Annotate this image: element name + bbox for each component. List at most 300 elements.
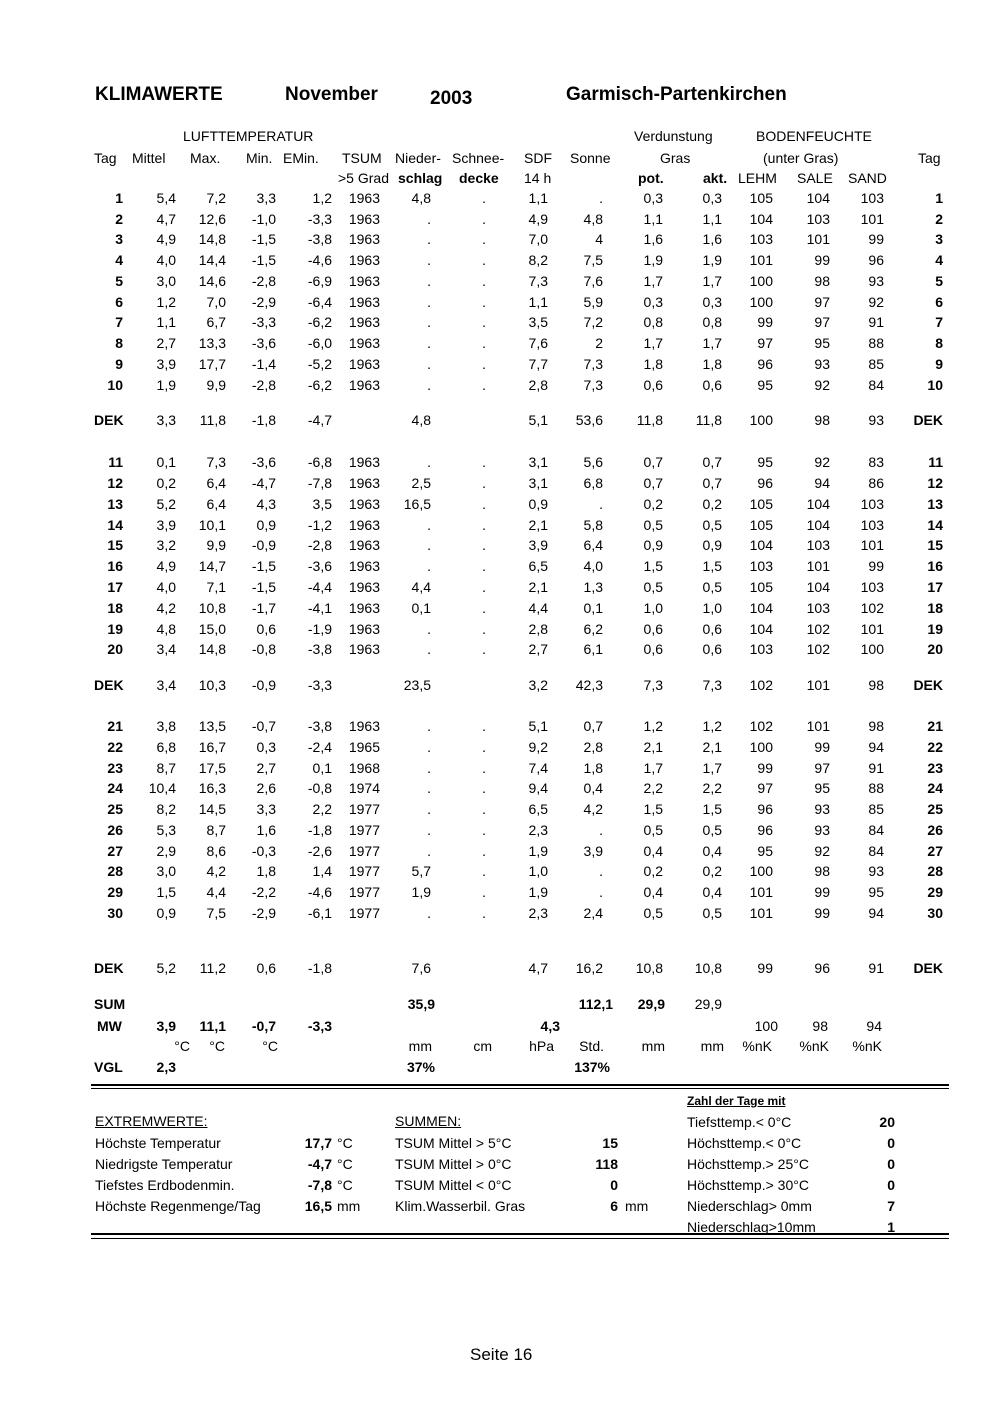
cell-tsum: 1963: [348, 211, 380, 227]
cell-tag-right: 19: [927, 621, 943, 637]
header-grad: >5 Grad: [338, 170, 389, 186]
cell-pot: 0,6: [643, 377, 663, 393]
cell-tsum: 1963: [348, 641, 380, 657]
cell-tsum: 1963: [348, 356, 380, 372]
cell-sonne: 5,9: [583, 294, 603, 310]
cell-tag: 11: [108, 454, 123, 470]
cell-schnee: .: [482, 621, 486, 637]
tage-value: 0: [887, 1135, 895, 1151]
cell-sonne: 0,4: [583, 780, 603, 796]
cell-sdf: 3,2: [528, 677, 548, 693]
cell-sale: 104: [806, 579, 830, 595]
cell-sonne: 0,7: [583, 718, 603, 734]
cell-sdf: 0,9: [528, 496, 548, 512]
cell-tsum: 1965: [348, 739, 380, 755]
summen-unit: mm: [625, 1198, 649, 1214]
sum-akt: 29,9: [694, 996, 722, 1012]
cell-pot: 0,9: [643, 537, 663, 553]
cell-sdf: 3,1: [528, 454, 548, 470]
cell-sonne: .: [599, 190, 603, 206]
summen-label: TSUM Mittel < 0°C: [395, 1177, 512, 1193]
cell-tsum: 1963: [348, 496, 380, 512]
cell-tsum: 1974: [348, 780, 380, 796]
cell-mittel: 4,2: [156, 600, 176, 616]
cell-pot: 1,5: [643, 558, 663, 574]
cell-schnee: .: [482, 884, 486, 900]
cell-tag: 20: [107, 641, 123, 657]
header-tsum: TSUM: [342, 150, 382, 166]
cell-sand: 93: [868, 863, 884, 879]
cell-sand: 84: [868, 377, 884, 393]
cell-mittel: 10,4: [148, 780, 176, 796]
cell-mittel: 0,2: [156, 475, 176, 491]
cell-mittel: 0,9: [156, 905, 176, 921]
cell-emin: -1,8: [307, 960, 332, 976]
cell-nieder: .: [427, 335, 431, 351]
cell-pot: 1,6: [643, 231, 663, 247]
cell-tag: 19: [107, 621, 123, 637]
cell-sdf: 3,1: [528, 475, 548, 491]
cell-emin: -5,2: [307, 356, 332, 372]
cell-emin: -6,1: [307, 905, 332, 921]
cell-sand: 83: [868, 454, 884, 470]
cell-tsum: 1963: [348, 537, 380, 553]
cell-sale: 92: [814, 454, 830, 470]
cell-emin: -6,2: [307, 314, 332, 330]
sum-sonne: 112,1: [578, 996, 613, 1012]
cell-emin: -2,4: [307, 739, 332, 755]
cell-emin: -3,8: [307, 641, 332, 657]
cell-lehm: 105: [749, 190, 773, 206]
cell-sdf: 4,4: [528, 600, 548, 616]
cell-max: 14,5: [198, 801, 226, 817]
cell-sand: 91: [868, 760, 884, 776]
cell-emin: -3,3: [307, 677, 332, 693]
cell-sonne: .: [599, 496, 603, 512]
cell-max: 12,6: [198, 211, 226, 227]
cell-emin: -3,8: [307, 718, 332, 734]
cell-tag-right: 25: [927, 801, 943, 817]
cell-akt: 0,2: [702, 863, 722, 879]
cell-min: 0,9: [256, 517, 276, 533]
cell-emin: -3,3: [307, 211, 332, 227]
header-max: Max.: [190, 150, 221, 166]
cell-tag: 18: [107, 600, 123, 616]
cell-min: -1,4: [251, 356, 276, 372]
cell-schnee: .: [482, 760, 486, 776]
cell-max: 4,4: [206, 884, 226, 900]
cell-lehm: 102: [749, 677, 773, 693]
cell-sale: 101: [806, 718, 830, 734]
cell-lehm: 101: [749, 884, 773, 900]
cell-pot: 1,0: [643, 600, 663, 616]
mw-sale: 98: [812, 1018, 828, 1034]
cell-pot: 10,8: [635, 960, 663, 976]
header-sale: SALE: [797, 170, 833, 186]
cell-sale: 103: [806, 537, 830, 553]
cell-tag-right: 29: [927, 884, 943, 900]
cell-sdf: 6,5: [528, 558, 548, 574]
cell-sand: 103: [860, 496, 884, 512]
unit-label: mm: [700, 1038, 724, 1054]
cell-akt: 0,3: [702, 190, 722, 206]
mw-sdf: 4,3: [540, 1018, 560, 1034]
cell-akt: 0,5: [702, 579, 722, 595]
cell-pot: 0,6: [643, 621, 663, 637]
cell-nieder: .: [427, 822, 431, 838]
cell-emin: -1,8: [307, 822, 332, 838]
summen-label: TSUM Mittel > 0°C: [395, 1156, 512, 1172]
header-pot: pot.: [638, 170, 664, 186]
cell-tsum: 1977: [348, 884, 380, 900]
cell-lehm: 100: [749, 863, 773, 879]
cell-pot: 11,8: [636, 412, 663, 428]
cell-max: 7,1: [206, 579, 226, 595]
cell-sand: 103: [860, 517, 884, 533]
cell-pot: 1,2: [643, 718, 663, 734]
cell-sdf: 4,7: [528, 960, 548, 976]
cell-tag: 14: [107, 517, 123, 533]
cell-sale: 101: [806, 231, 830, 247]
header-min: Min.: [246, 150, 273, 166]
cell-min: -2,9: [251, 905, 276, 921]
tage-label: Niederschlag> 0mm: [687, 1198, 812, 1214]
cell-max: 6,4: [206, 496, 226, 512]
cell-lehm: 104: [749, 537, 773, 553]
cell-tag-right: 12: [927, 475, 943, 491]
cell-tsum: 1963: [348, 621, 380, 637]
cell-tag-right: 6: [935, 294, 943, 310]
cell-sale: 92: [814, 377, 830, 393]
cell-emin: -6,8: [307, 454, 332, 470]
cell-min: -2,8: [251, 273, 276, 289]
unit-label: mm: [641, 1038, 665, 1054]
cell-sale: 93: [814, 801, 830, 817]
cell-sonne: .: [599, 822, 603, 838]
cell-pot: 0,8: [643, 314, 663, 330]
cell-tag: 9: [115, 356, 123, 372]
extrem-unit: mm: [337, 1198, 361, 1214]
cell-emin: 3,5: [312, 496, 332, 512]
cell-mittel: 1,1: [156, 314, 176, 330]
cell-max: 13,5: [198, 718, 226, 734]
divider-bottom-thin: [91, 1238, 949, 1239]
mw-label: MW: [97, 1018, 122, 1034]
cell-tsum: 1963: [348, 294, 380, 310]
cell-schnee: .: [482, 600, 486, 616]
cell-mittel: 4,0: [156, 252, 176, 268]
cell-nieder: .: [427, 252, 431, 268]
cell-schnee: .: [482, 294, 486, 310]
cell-max: 10,8: [198, 600, 226, 616]
cell-sdf: 5,1: [528, 412, 548, 428]
cell-schnee: .: [482, 718, 486, 734]
summen-value: 0: [610, 1177, 618, 1193]
cell-lehm: 103: [749, 641, 773, 657]
cell-lehm: 103: [749, 558, 773, 574]
extremwerte-title: EXTREMWERTE:: [95, 1113, 208, 1129]
cell-sonne: 3,9: [583, 843, 603, 859]
cell-tag: 15: [107, 537, 123, 553]
cell-pot: 0,7: [643, 475, 663, 491]
cell-emin: -3,6: [307, 558, 332, 574]
mw-emin: -3,3: [307, 1018, 332, 1034]
cell-pot: 1,7: [643, 760, 663, 776]
header-nieder: Nieder-: [395, 150, 441, 166]
cell-pot: 1,7: [643, 273, 663, 289]
cell-sand: 92: [868, 294, 884, 310]
tage-value: 7: [887, 1198, 895, 1214]
cell-min: -1,5: [251, 558, 276, 574]
cell-mittel: 8,7: [156, 760, 176, 776]
cell-nieder: 23,5: [403, 677, 431, 693]
cell-mittel: 3,9: [156, 517, 176, 533]
cell-tag: 23: [107, 760, 123, 776]
cell-max: 10,1: [198, 517, 226, 533]
cell-sonne: 2,8: [583, 739, 603, 755]
extrem-label: Höchste Regenmenge/Tag: [95, 1198, 261, 1214]
cell-mittel: 1,9: [156, 377, 176, 393]
cell-sonne: 53,6: [575, 412, 603, 428]
extrem-value: 17,7: [304, 1135, 332, 1151]
cell-sale: 102: [806, 641, 830, 657]
cell-min: -1,0: [251, 211, 276, 227]
cell-min: 0,3: [256, 739, 276, 755]
cell-nieder: .: [427, 621, 431, 637]
cell-nieder: .: [427, 780, 431, 796]
cell-min: 0,6: [256, 621, 276, 637]
tage-value: 1: [887, 1219, 895, 1235]
cell-min: 0,6: [256, 960, 276, 976]
summen-label: Klim.Wasserbil. Gras: [395, 1198, 526, 1214]
header-sand: SAND: [848, 170, 887, 186]
cell-sonne: .: [599, 884, 603, 900]
cell-sdf: 6,5: [528, 801, 548, 817]
extrem-label: Höchste Temperatur: [95, 1135, 221, 1151]
cell-schnee: .: [482, 454, 486, 470]
cell-schnee: .: [482, 537, 486, 553]
cell-schnee: .: [482, 780, 486, 796]
cell-tsum: 1963: [348, 252, 380, 268]
cell-max: 17,5: [198, 760, 226, 776]
cell-nieder: .: [427, 454, 431, 470]
cell-nieder: 7,6: [411, 960, 431, 976]
cell-sand: 86: [868, 475, 884, 491]
cell-sale: 102: [806, 621, 830, 637]
cell-emin: -6,9: [307, 273, 332, 289]
cell-tag: 1: [115, 190, 123, 206]
cell-lehm: 95: [757, 377, 773, 393]
cell-sdf: 7,7: [528, 356, 548, 372]
unit-label: °C: [174, 1038, 190, 1054]
cell-sand: 93: [868, 273, 884, 289]
cell-tag-right: 4: [935, 252, 943, 268]
cell-sonne: 1,8: [583, 760, 603, 776]
cell-sand: 85: [868, 801, 884, 817]
cell-schnee: .: [482, 190, 486, 206]
cell-mittel: 1,5: [156, 884, 176, 900]
cell-sdf: 1,9: [528, 884, 548, 900]
cell-akt: 1,8: [702, 356, 722, 372]
cell-sonne: 5,6: [583, 454, 603, 470]
cell-nieder: .: [427, 356, 431, 372]
cell-lehm: 97: [757, 780, 773, 796]
cell-mittel: 3,0: [156, 863, 176, 879]
cell-min: -0,7: [251, 718, 276, 734]
cell-schnee: .: [482, 641, 486, 657]
cell-max: 10,3: [198, 677, 226, 693]
cell-emin: -4,7: [307, 412, 332, 428]
cell-lehm: 104: [749, 600, 773, 616]
cell-akt: 0,3: [702, 294, 722, 310]
cell-max: 14,6: [198, 273, 226, 289]
cell-emin: -3,8: [307, 231, 332, 247]
cell-tag: 25: [107, 801, 123, 817]
unit-label: %nK: [742, 1038, 772, 1054]
cell-tsum: 1963: [348, 377, 380, 393]
cell-akt: 7,3: [702, 677, 722, 693]
cell-tag-right: 15: [927, 537, 943, 553]
cell-sdf: 2,7: [528, 641, 548, 657]
header-akt: akt.: [703, 170, 728, 186]
cell-nieder: .: [427, 537, 431, 553]
cell-sale: 97: [814, 294, 830, 310]
cell-lehm: 100: [749, 739, 773, 755]
cell-sonne: 6,1: [583, 641, 603, 657]
cell-sonne: 6,8: [583, 475, 603, 491]
cell-mittel: 6,8: [156, 739, 176, 755]
cell-pot: 0,5: [643, 517, 663, 533]
cell-sonne: 6,4: [583, 537, 603, 553]
cell-min: -2,8: [251, 377, 276, 393]
cell-sdf: 2,8: [528, 621, 548, 637]
cell-sale: 98: [814, 273, 830, 289]
cell-pot: 0,3: [643, 294, 663, 310]
cell-mittel: 4,7: [156, 211, 176, 227]
divider-bottom: [91, 1233, 949, 1235]
cell-schnee: .: [482, 377, 486, 393]
mw-sand: 94: [866, 1018, 882, 1034]
cell-max: 4,2: [206, 863, 226, 879]
cell-mittel: 3,4: [156, 677, 176, 693]
cell-sonne: 16,2: [575, 960, 603, 976]
cell-max: 16,7: [198, 739, 226, 755]
cell-pot: 1,9: [643, 252, 663, 268]
cell-tag-right: 16: [927, 558, 943, 574]
cell-sonne: 7,6: [583, 273, 603, 289]
cell-nieder: .: [427, 211, 431, 227]
cell-sand: 85: [868, 356, 884, 372]
doc-station: Garmisch-Partenkirchen: [566, 84, 787, 105]
cell-nieder: .: [427, 231, 431, 247]
cell-tag-right: DEK: [913, 677, 943, 693]
summen-value: 15: [602, 1135, 618, 1151]
cell-schnee: .: [482, 863, 486, 879]
cell-tag-right: 23: [927, 760, 943, 776]
cell-max: 7,0: [206, 294, 226, 310]
cell-nieder: 4,4: [411, 579, 431, 595]
header-emin: EMin.: [283, 150, 319, 166]
cell-min: -0,3: [251, 843, 276, 859]
cell-sdf: 1,9: [528, 843, 548, 859]
cell-lehm: 96: [757, 822, 773, 838]
cell-akt: 0,5: [702, 517, 722, 533]
cell-sale: 96: [814, 960, 830, 976]
cell-sdf: 2,1: [528, 517, 548, 533]
cell-tag-right: 9: [935, 356, 943, 372]
cell-akt: 0,6: [702, 377, 722, 393]
cell-emin: -1,9: [307, 621, 332, 637]
cell-tag-right: 18: [927, 600, 943, 616]
cell-min: 3,3: [256, 801, 276, 817]
cell-max: 11,2: [199, 960, 226, 976]
cell-sand: 88: [868, 780, 884, 796]
cell-sand: 101: [860, 211, 884, 227]
cell-tag: 4: [115, 252, 123, 268]
cell-min: 1,8: [256, 863, 276, 879]
cell-sale: 93: [814, 822, 830, 838]
cell-max: 7,5: [206, 905, 226, 921]
cell-min: -3,3: [251, 314, 276, 330]
cell-tag: DEK: [94, 412, 124, 428]
cell-lehm: 103: [749, 231, 773, 247]
cell-sand: 91: [868, 314, 884, 330]
cell-tsum: 1977: [348, 801, 380, 817]
cell-sdf: 9,4: [528, 780, 548, 796]
cell-nieder: .: [427, 273, 431, 289]
cell-mittel: 2,9: [156, 843, 176, 859]
unit-label: %nK: [799, 1038, 829, 1054]
header-verdunstung: Verdunstung: [634, 128, 713, 144]
cell-lehm: 105: [749, 496, 773, 512]
cell-sale: 99: [814, 884, 830, 900]
cell-emin: -7,8: [307, 475, 332, 491]
cell-schnee: .: [482, 739, 486, 755]
cell-lehm: 95: [757, 454, 773, 470]
cell-schnee: .: [482, 211, 486, 227]
cell-sale: 98: [814, 412, 830, 428]
cell-schnee: .: [482, 517, 486, 533]
cell-nieder: .: [427, 801, 431, 817]
cell-tag-right: 7: [935, 314, 943, 330]
cell-akt: 0,6: [702, 641, 722, 657]
cell-min: -4,7: [251, 475, 276, 491]
cell-sale: 101: [806, 677, 830, 693]
cell-akt: 2,2: [702, 780, 722, 796]
cell-sdf: 7,4: [528, 760, 548, 776]
cell-tag: 5: [115, 273, 123, 289]
cell-tag: 27: [107, 843, 123, 859]
cell-pot: 2,1: [643, 739, 663, 755]
extrem-label: Niedrigste Temperatur: [95, 1156, 233, 1172]
cell-mittel: 4,0: [156, 579, 176, 595]
cell-min: -1,5: [251, 231, 276, 247]
doc-year: 2003: [430, 88, 473, 109]
cell-lehm: 101: [749, 905, 773, 921]
cell-mittel: 8,2: [156, 801, 176, 817]
cell-min: 1,6: [256, 822, 276, 838]
cell-nieder: 1,9: [411, 884, 431, 900]
cell-tsum: 1977: [348, 822, 380, 838]
cell-pot: 0,7: [643, 454, 663, 470]
cell-max: 6,4: [206, 475, 226, 491]
cell-sale: 92: [814, 843, 830, 859]
cell-tag: 26: [107, 822, 123, 838]
cell-max: 6,7: [206, 314, 226, 330]
mw-max: 11,1: [199, 1018, 226, 1034]
cell-schnee: .: [482, 252, 486, 268]
cell-tag: 29: [107, 884, 123, 900]
